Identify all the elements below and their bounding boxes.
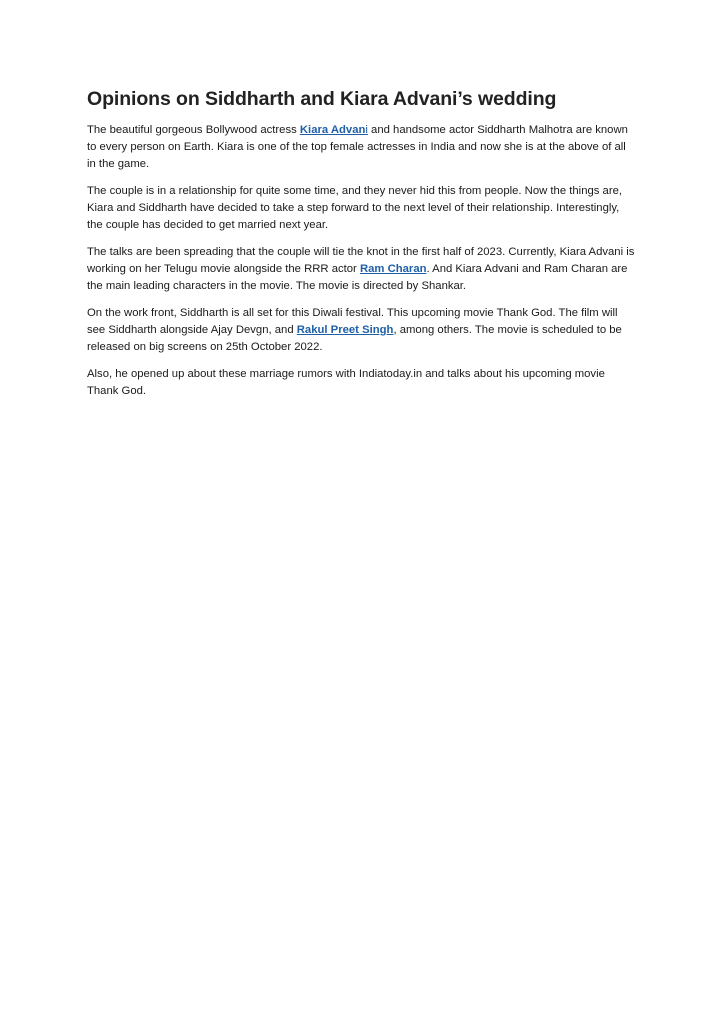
paragraph-text: , among others. The movie is scheduled to be released on big screens on 25th October 2022. bbox=[87, 324, 622, 353]
link-kiara-advani[interactable] bbox=[300, 124, 368, 136]
paragraph-relationship: The couple is in a relationship for quite some time, and they never hid this from people. Now the things are, Kiara and Siddharth have decided to take a step forward to the next level of their relationship. Interestingly, the couple has decided to get married next year. bbox=[87, 185, 623, 231]
link-text: Kiara Advan bbox=[299, 124, 366, 136]
link-rakul-preet-singh[interactable]: Rakul Preet Singh bbox=[296, 324, 394, 336]
paragraph-text: and handsome actor Siddharth Malhotra are known to every person on Earth. Kiara is one of the top female actresses in India and now she is at the above of all in the game. bbox=[87, 124, 628, 170]
link-text-tail: i bbox=[365, 124, 368, 136]
link-ram-charan[interactable]: Ram Charan bbox=[359, 263, 427, 275]
paragraph-text: . And Kiara Advani and Ram Charan are the main leading characters in the movie. The movie is directed by Shankar. bbox=[87, 263, 628, 292]
page-title: Opinions on Siddharth and Kiara Advani’s wedding bbox=[87, 88, 557, 110]
paragraph-text: The talks are been spreading that the couple will tie the knot in the first half of 2023. Currently, Kiara Advani is working on her Telugu movie alongside the RRR actor bbox=[87, 246, 635, 275]
paragraph-wedding-talks bbox=[87, 244, 635, 295]
paragraph-intro bbox=[87, 122, 635, 173]
document-page bbox=[87, 88, 635, 410]
paragraph-text: On the work front, Siddharth is all set for this Diwali festival. This upcoming movie Thank God. The film will see Siddharth alongside Ajay Devgn, and bbox=[87, 307, 618, 336]
paragraph-interview: Also, he opened up about these marriage rumors with Indiatoday.in and talks about his upcoming movie Thank God. bbox=[87, 368, 605, 397]
paragraph-work-front bbox=[87, 305, 635, 356]
paragraph-text: The beautiful gorgeous Bollywood actress bbox=[87, 124, 300, 136]
